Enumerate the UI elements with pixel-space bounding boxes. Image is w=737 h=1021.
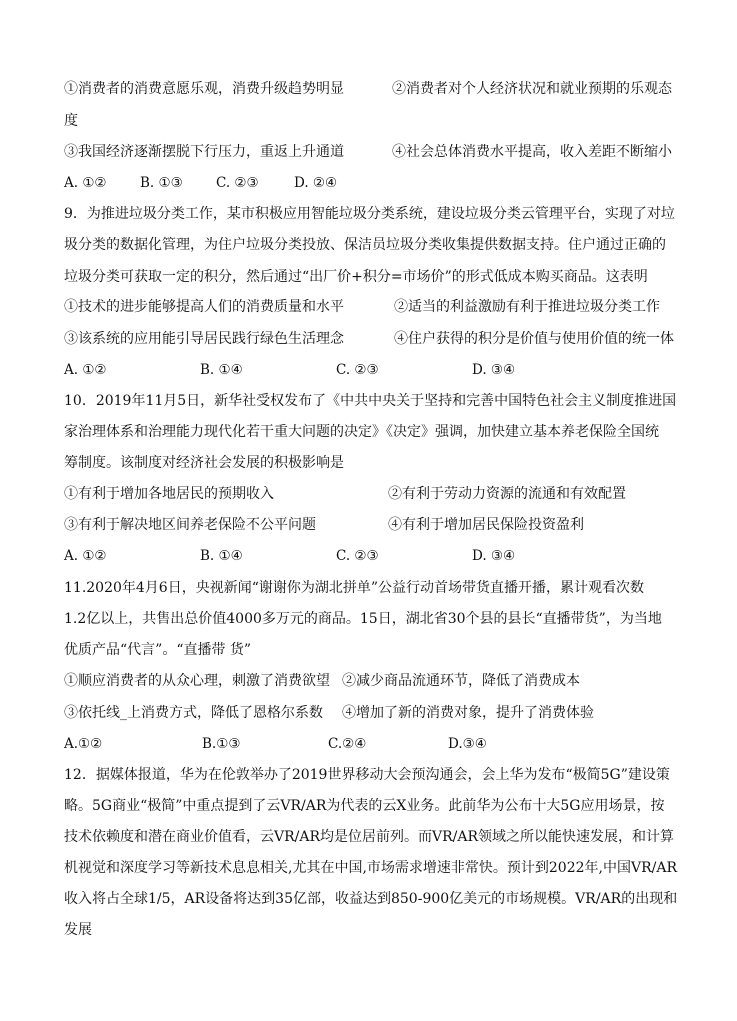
q11-option-b[interactable]: B.①③ — [202, 736, 241, 752]
q8-option-a[interactable]: A. ①② — [64, 175, 107, 191]
q11-stem-line-3: 优质产品“代言”。“直播带 货” — [64, 642, 252, 658]
q8-option-d[interactable]: D. ②④ — [294, 175, 338, 191]
q9-statement-4: ④住户获得的积分是价值与使用价值的统一体 — [394, 331, 674, 347]
q9-option-b[interactable]: B. ①④ — [200, 362, 243, 378]
q11-stem-line-2: 1.2亿以上，共售出总价值4000多万元的商品。15日，湖北省30个县的县长“直播带货”，为当地 — [64, 611, 662, 627]
q10-option-d[interactable]: D. ③④ — [472, 548, 516, 564]
q8-statement-2-continued: 度 — [64, 113, 78, 129]
q8-option-c[interactable]: C. ②③ — [216, 175, 259, 191]
q11-statement-3: ③依托线_上消费方式，降低了恩格尔系数 — [64, 705, 323, 721]
q10-statement-2: ②有利于劳动力资源的流通和有效配置 — [388, 486, 626, 502]
q11-option-c[interactable]: C.②④ — [328, 736, 367, 752]
q10-stem-line-2: 家治理体系和治理能力现代化若干重大问题的决定》《决定》强调，加快建立基本养老保险全国统 — [64, 424, 659, 440]
q8-statement-2: ②消费者对个人经济状况和就业预期的乐观态 — [392, 81, 672, 97]
q12-stem-line-3: 技术依赖度和潜在商业价值看，云VR/AR均是位居前列。而VR/AR领域之所以能快速发展，和计算 — [64, 829, 675, 845]
q8-statement-4: ④社会总体消费水平提高，收入差距不断缩小 — [392, 144, 672, 160]
q12-stem-line-6: 发展 — [64, 922, 92, 938]
q11-statement-2: ②减少商品流通环节，降低了消费成本 — [342, 673, 580, 689]
q9-statement-3: ③该系统的应用能引导居民践行绿色生活理念 — [64, 331, 344, 347]
q12-stem-line-5: 收入将占全球1/5，AR设备将达到35亿部，收益达到850-900亿美元的市场规模。VR/AR的出现和 — [64, 891, 678, 907]
q10-option-b[interactable]: B. ①④ — [200, 548, 243, 564]
q9-option-d[interactable]: D. ③④ — [472, 362, 516, 378]
q9-stem-line-2: 圾分类的数据化管理，为住户垃圾分类投放、保洁员垃圾分类收集提供数据支持。住户通过正确的 — [64, 237, 666, 253]
q10-statement-3: ③有利于解决地区间养老保险不公平问题 — [64, 517, 316, 533]
q10-statement-1: ①有利于增加各地居民的预期收入 — [64, 486, 274, 502]
q11-statement-4: ④增加了新的消费对象，提升了消费体验 — [342, 705, 594, 721]
q9-option-c[interactable]: C. ②③ — [336, 362, 379, 378]
q12-stem-line-2: 略。5G商业“极简”中重点提到了云VR/AR为代表的云X业务。此前华为公布十大5G应用场景，按 — [64, 798, 665, 814]
q9-stem-line-1: 9．为推进垃圾分类工作，某市积极应用智能垃圾分类系统，建设垃圾分类云管理平台，实现了对垃 — [64, 206, 675, 222]
q10-option-c[interactable]: C. ②③ — [336, 548, 379, 564]
q12-stem-line-4: 机视觉和深度学习等新技术息息相关,尤其在中国,市场需求增速非常快。预计到2022年,中国VR/AR — [64, 860, 677, 876]
q8-statement-1: ①消费者的消费意愿乐观，消费升级趋势明显 — [64, 81, 344, 97]
q10-statement-4: ④有利于增加居民保险投资盈利 — [388, 517, 584, 533]
q11-stem-line-1: 11.2020年4月6日，央视新闻“谢谢你为湖北拼单”公益行动首场带货直播开播，累计观看次数 — [64, 580, 645, 596]
q9-statement-1: ①技术的进步能够提高人们的消费质量和水平 — [64, 299, 344, 315]
q8-option-b[interactable]: B. ①③ — [140, 175, 183, 191]
q9-statement-2: ②适当的利益激励有利于推进垃圾分类工作 — [394, 299, 660, 315]
q8-statement-3: ③我国经济逐渐摆脱下行压力，重返上升通道 — [64, 144, 344, 160]
q12-stem-line-1: 12．据媒体报道，华为在伦敦举办了2019世界移动大会预沟通会，会上华为发布“极简5G”建设策 — [64, 767, 670, 783]
q11-option-a[interactable]: A.①② — [64, 736, 103, 752]
q10-stem-line-3: 筹制度。该制度对经济社会发展的积极影响是 — [64, 455, 344, 471]
q9-option-a[interactable]: A. ①② — [64, 362, 107, 378]
q9-stem-line-3: 垃圾分类可获取一定的积分，然后通过“出厂价+积分=市场价”的形式低成本购买商品。这表明 — [64, 269, 648, 285]
q10-stem-line-1: 10．2019年11月5日，新华社受权发布了《中共中央关于坚持和完善中国特色社会主义制度推进国 — [64, 393, 677, 409]
q11-statement-1: ①顺应消费者的从众心理，刺激了消费欲望 — [64, 673, 330, 689]
q10-option-a[interactable]: A. ①② — [64, 548, 107, 564]
q11-option-d[interactable]: D.③④ — [448, 736, 487, 752]
